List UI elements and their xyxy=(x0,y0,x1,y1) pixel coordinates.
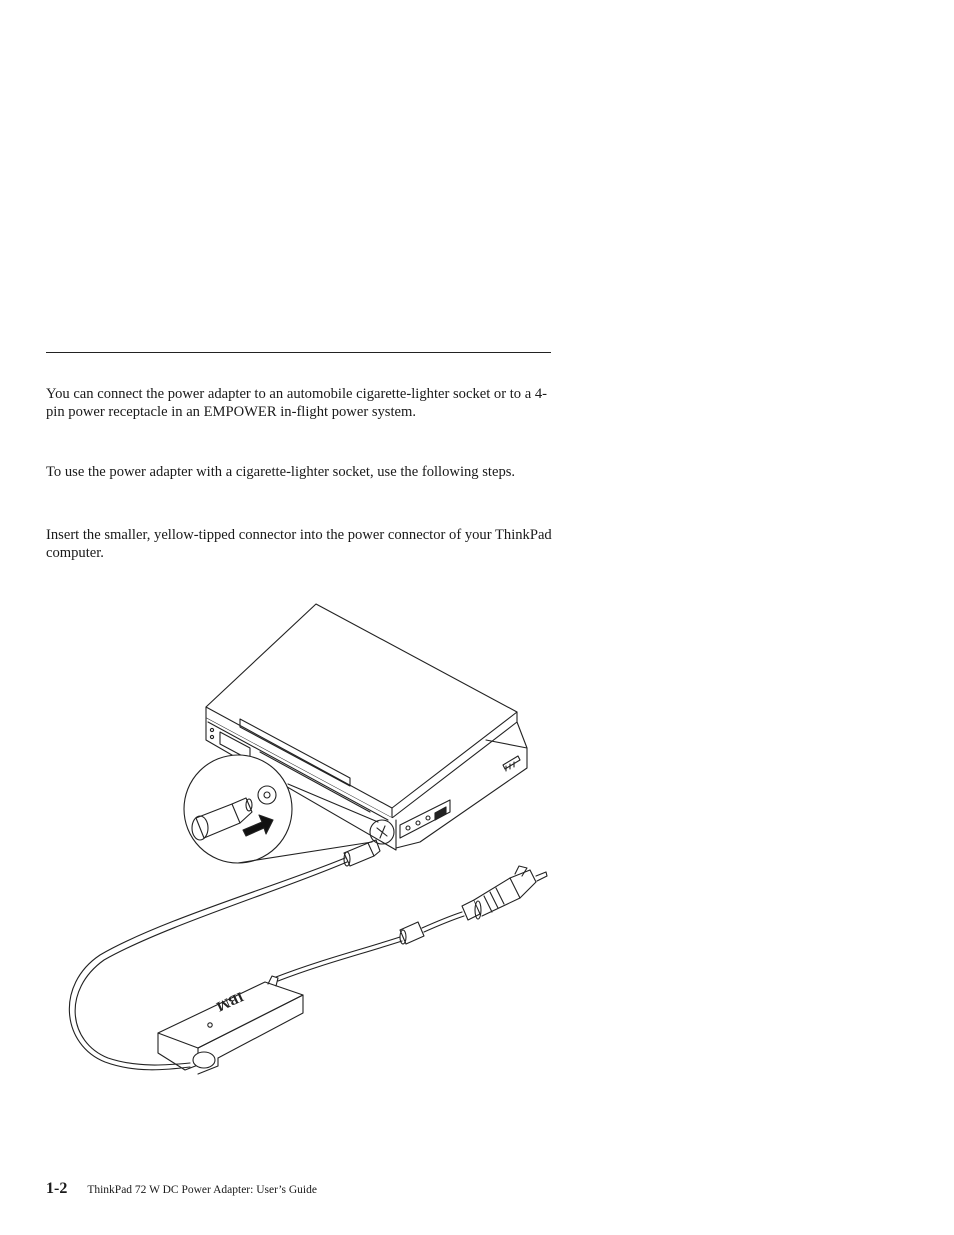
step-paragraph: Insert the smaller, yellow-tipped connector into the power connector of your ThinkPad computer. xyxy=(46,527,552,561)
steps-intro-paragraph: To use the power adapter with a cigarette-lighter socket, use the following steps. xyxy=(46,464,516,480)
power-adapter-drawing xyxy=(158,976,303,1074)
section-rule xyxy=(46,352,551,353)
connection-illustration xyxy=(0,590,954,1090)
page-footer xyxy=(46,1180,317,1198)
adapter-logo-text: IBM xyxy=(213,988,246,1014)
page-number: 1-2 xyxy=(46,1180,68,1197)
ferrite-core-drawing xyxy=(400,922,424,944)
input-cable xyxy=(276,937,400,977)
intro-paragraph: You can connect the power adapter to an automobile cigarette-lighter socket or to a 4-pin power receptacle in an EMPOWER in-flight power system. xyxy=(46,386,548,420)
cigarette-lighter-plug-drawing xyxy=(462,866,547,920)
footer-title: ThinkPad 72 W DC Power Adapter: User’s Guide xyxy=(87,1184,317,1196)
